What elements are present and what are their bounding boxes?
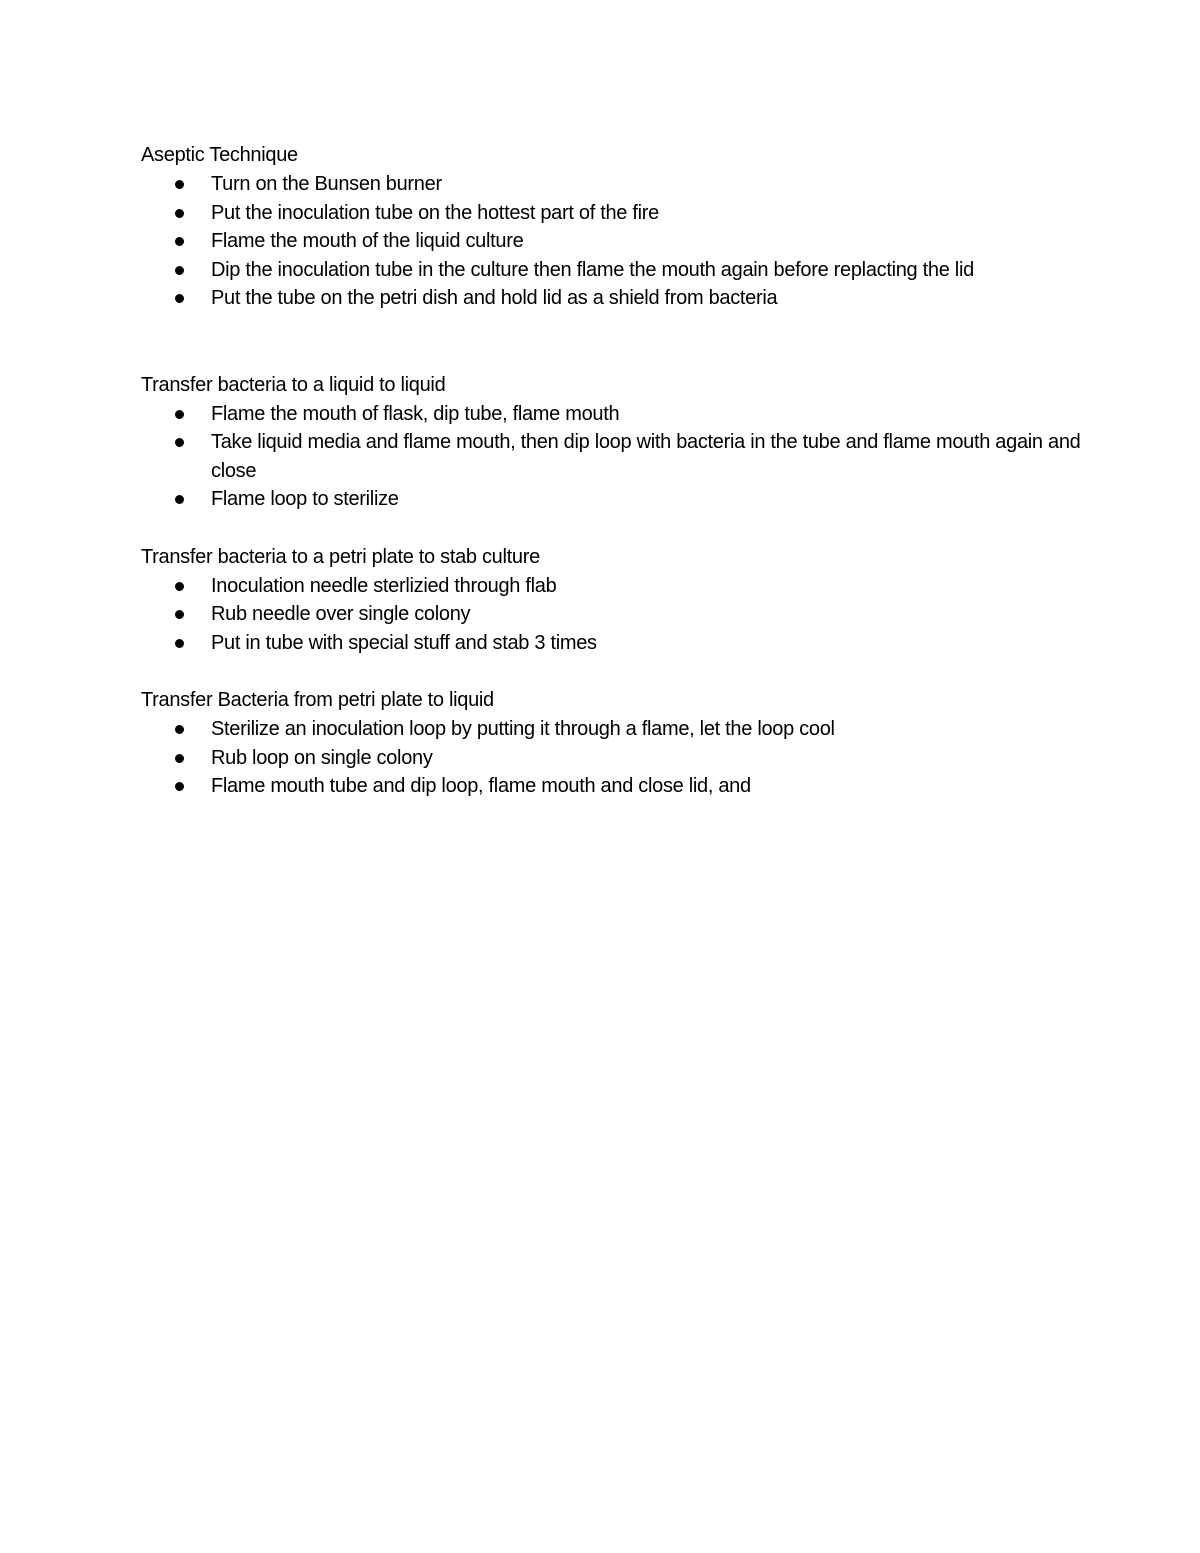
section-aseptic-technique — [141, 141, 1081, 313]
list-item-text: Turn on the Bunsen burner — [211, 173, 442, 195]
list-item-text: Take liquid media and flame mouth, then dip loop with bacteria in the tube and flame mouth again and close — [211, 431, 1081, 482]
list-item-text: Flame the mouth of flask, dip tube, flame mouth — [211, 402, 620, 425]
list-item — [141, 227, 1081, 256]
bullet-icon — [175, 180, 184, 189]
bullet-list — [141, 400, 1081, 514]
list-item-text: Inoculation needle sterlizied through flab — [211, 574, 557, 597]
bullet-icon — [175, 782, 184, 791]
bullet-icon — [175, 754, 184, 763]
list-item — [141, 400, 1081, 429]
list-item-text: Put the inoculation tube on the hottest part of the fire — [211, 201, 659, 224]
section-heading: Transfer bacteria to a petri plate to stab culture — [141, 545, 540, 568]
list-item-text: Put the tube on the petri dish and hold lid as a shield from bacteria — [211, 287, 778, 309]
bullet-icon — [175, 495, 184, 504]
bullet-icon — [175, 237, 184, 246]
document-body — [141, 141, 1081, 801]
bullet-icon — [175, 639, 184, 648]
bullet-icon — [175, 582, 184, 591]
bullet-icon — [175, 410, 184, 419]
section-petri-to-liquid — [141, 686, 1081, 801]
list-item — [141, 572, 1081, 601]
list-item-text: Sterilize an inoculation loop by putting it through a flame, let the loop cool — [211, 718, 835, 740]
list-item-text: Rub needle over single colony — [211, 603, 471, 625]
list-item — [141, 485, 1081, 514]
bullet-list — [141, 170, 1081, 313]
list-item — [141, 256, 1081, 285]
list-item — [141, 284, 1081, 313]
section-liquid-to-liquid — [141, 371, 1081, 514]
list-item-text: Flame loop to sterilize — [211, 488, 399, 510]
list-item-text: Rub loop on single colony — [211, 746, 433, 769]
list-item — [141, 600, 1081, 629]
list-item — [141, 629, 1081, 658]
list-item — [141, 170, 1081, 199]
bullet-icon — [175, 294, 184, 303]
list-item — [141, 744, 1081, 773]
list-item — [141, 428, 1081, 485]
section-heading: Transfer Bacteria from petri plate to liquid — [141, 689, 494, 711]
list-item-text: Put in tube with special stuff and stab 3 times — [211, 631, 597, 654]
bullet-icon — [175, 438, 184, 447]
section-heading: Aseptic Technique — [141, 144, 298, 166]
list-item-text: Flame the mouth of the liquid culture — [211, 230, 524, 252]
list-item-text: Flame mouth tube and dip loop, flame mouth and close lid, and — [211, 775, 751, 797]
list-item — [141, 715, 1081, 744]
bullet-icon — [175, 725, 184, 734]
bullet-list — [141, 572, 1081, 658]
section-petri-to-stab — [141, 543, 1081, 658]
bullet-icon — [175, 266, 184, 275]
list-item-text: Dip the inoculation tube in the culture then flame the mouth again before replacting the lid — [211, 258, 974, 281]
bullet-icon — [175, 209, 184, 218]
bullet-list — [141, 715, 1081, 801]
section-heading: Transfer bacteria to a liquid to liquid — [141, 373, 446, 396]
list-item — [141, 772, 1081, 801]
list-item — [141, 199, 1081, 228]
bullet-icon — [175, 610, 184, 619]
